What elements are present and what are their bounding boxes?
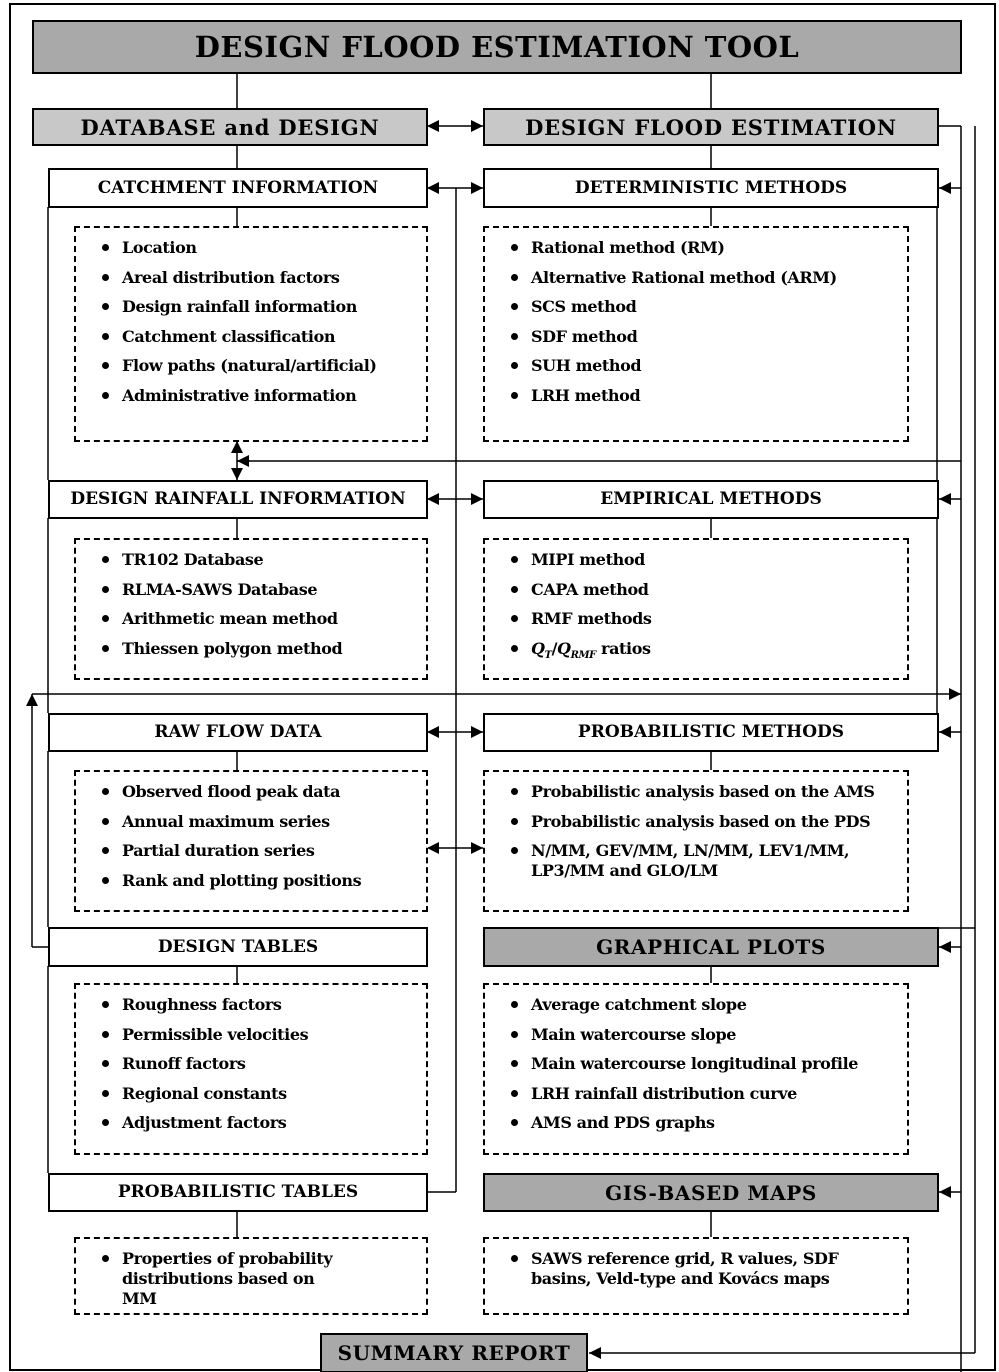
- list-item: MIPI method: [511, 550, 899, 570]
- list-item: Thiessen polygon method: [102, 639, 418, 659]
- design-flood-estimation-header: DESIGN FLOOD ESTIMATION: [483, 108, 939, 146]
- list-item: Annual maximum series: [102, 812, 418, 832]
- gis-based-maps-list: [483, 1237, 909, 1315]
- design-tables-box: DESIGN TABLES: [48, 927, 428, 967]
- raw-flow-data-list: [74, 770, 428, 912]
- list-item: Properties of probability distributions based on MM: [102, 1249, 352, 1309]
- deterministic-methods-box: DETERMINISTIC METHODS: [483, 168, 939, 208]
- design-tables-list: [74, 983, 428, 1155]
- list-item: Average catchment slope: [511, 995, 899, 1015]
- graphical-plots-list: [483, 983, 909, 1155]
- list-item: Main watercourse longitudinal profile: [511, 1054, 899, 1074]
- probabilistic-methods-list: [483, 770, 909, 912]
- list-item: Probabilistic analysis based on the PDS: [511, 812, 899, 832]
- list-item: RMF methods: [511, 609, 899, 629]
- list-item: TR102 Database: [102, 550, 418, 570]
- list-item: Permissible velocities: [102, 1025, 418, 1045]
- list-item: SCS method: [511, 297, 899, 317]
- list-item: Arithmetic mean method: [102, 609, 418, 629]
- graphical-plots-box: GRAPHICAL PLOTS: [483, 927, 939, 967]
- list-item: Main watercourse slope: [511, 1025, 899, 1045]
- list-item: N/MM, GEV/MM, LN/MM, LEV1/MM, LP3/MM and GLO/LM: [511, 841, 881, 881]
- gis-based-maps-box: GIS-BASED MAPS: [483, 1173, 939, 1212]
- probabilistic-tables-box: PROBABILISTIC TABLES: [48, 1173, 428, 1212]
- list-item: Adjustment factors: [102, 1113, 418, 1133]
- list-item: Design rainfall information: [102, 297, 418, 317]
- q-subscript-rmf: RMF: [570, 649, 596, 661]
- empirical-methods-list: [483, 538, 909, 680]
- list-item: Rank and plotting positions: [102, 871, 418, 891]
- list-item: SDF method: [511, 327, 899, 347]
- summary-report-box: SUMMARY REPORT: [320, 1333, 588, 1372]
- list-item: Roughness factors: [102, 995, 418, 1015]
- list-item: Runoff factors: [102, 1054, 418, 1074]
- list-item: Flow paths (natural/artificial): [102, 356, 418, 376]
- probabilistic-tables-list: [74, 1237, 428, 1315]
- probabilistic-methods-box: PROBABILISTIC METHODS: [483, 713, 939, 752]
- ratio-list-item: [511, 639, 899, 666]
- list-item: LRH method: [511, 386, 899, 406]
- ratio-suffix: ratios: [595, 638, 651, 658]
- q-symbol: Q: [531, 638, 545, 658]
- q-subscript-t: T: [544, 649, 552, 661]
- ratio-separator: /: [551, 638, 558, 658]
- catchment-information-box: CATCHMENT INFORMATION: [48, 168, 428, 208]
- database-design-header: DATABASE and DESIGN: [32, 108, 428, 146]
- list-item: Administrative information: [102, 386, 418, 406]
- list-item: SUH method: [511, 356, 899, 376]
- list-item: Probabilistic analysis based on the AMS: [511, 782, 899, 802]
- q-symbol-2: Q: [557, 638, 571, 658]
- list-item: Areal distribution factors: [102, 268, 418, 288]
- list-item: AMS and PDS graphs: [511, 1113, 899, 1133]
- list-item: CAPA method: [511, 580, 899, 600]
- list-item: Rational method (RM): [511, 238, 899, 258]
- empirical-methods-box: EMPIRICAL METHODS: [483, 480, 939, 519]
- list-item: Alternative Rational method (ARM): [511, 268, 899, 288]
- list-item: Partial duration series: [102, 841, 418, 861]
- list-item: Observed flood peak data: [102, 782, 418, 802]
- list-item: LRH rainfall distribution curve: [511, 1084, 899, 1104]
- raw-flow-data-box: RAW FLOW DATA: [48, 713, 428, 752]
- main-title: DESIGN FLOOD ESTIMATION TOOL: [32, 20, 962, 74]
- list-item: Location: [102, 238, 418, 258]
- catchment-information-list: [74, 226, 428, 442]
- list-item: Regional constants: [102, 1084, 418, 1104]
- list-item: Catchment classification: [102, 327, 418, 347]
- list-item: RLMA-SAWS Database: [102, 580, 418, 600]
- list-item: SAWS reference grid, R values, SDF basins, Veld-type and Kovács maps: [511, 1249, 901, 1289]
- design-rainfall-information-box: DESIGN RAINFALL INFORMATION: [48, 480, 428, 519]
- deterministic-methods-list: [483, 226, 909, 442]
- design-rainfall-information-list: [74, 538, 428, 680]
